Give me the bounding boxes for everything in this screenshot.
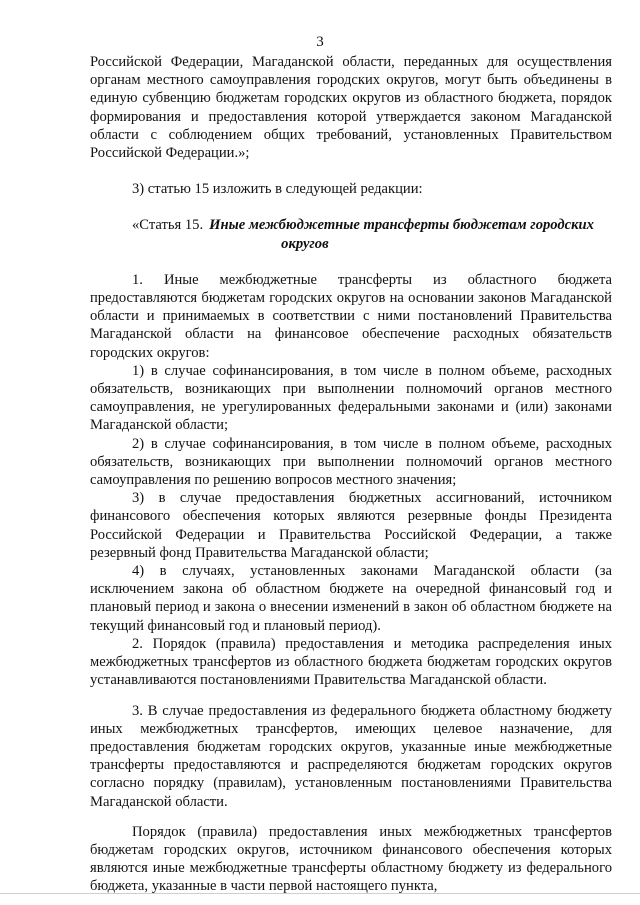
paragraph-subpoint-4: 4) в случаях, установленных законами Магаданской области (за исключением закона об областном бюджете на очередной финансовый год и плановый период и закона о внесении изменений в закон об областном бюджете на текущий финансовый год и плановый период). [90, 563, 612, 634]
paragraph-point-1: 1. Иные межбюджетные трансферты из областного бюджета предоставляются бюджетам городских округов на основании законов Магаданской области и принимаемых в соответствии с ними постановлений Правительства Магаданской области на финансовое обеспечение расходных обязательств городских округов: [90, 271, 612, 361]
page-number: 3 [316, 34, 324, 50]
paragraph-subpoint-2: 2) в случае софинансирования, в том числе в полном объеме, расходных обязательств, возникающих при выполнении полномочий органов местного самоуправления по решению вопросов местного значения; [90, 435, 612, 489]
article-number: «Статья 15. [132, 217, 204, 234]
paragraph-amendment-3: 3) статью 15 изложить в следующей редакции: [132, 181, 423, 198]
article-title-line-2: округов [281, 235, 329, 252]
document-body [90, 53, 612, 896]
page-bottom-edge [0, 893, 640, 894]
article-heading [90, 216, 612, 252]
paragraph-subpoint-3: 3) в случае предоставления бюджетных ассигнований, источником финансового обеспечения которых являются резервные фонды Президента Российской Федерации и Правительства Российской Федерации, а также резервный фонд Правительства Магаданской области; [90, 490, 612, 561]
paragraph-continuation: Российской Федерации, Магаданской области, переданных для осуществления органам местного самоуправления городских округов, могут быть объединены в единую субвенцию бюджетам городских округов из областного бюджета, порядок формирования и предоставления которой утверждается законом Магаданской области с соблюдением общих требований, установленных Правительством Российской Федерации.»; [90, 54, 612, 162]
article-title-line-1: Иные межбюджетные трансферты бюджетам городских [209, 217, 594, 234]
paragraph-subpoint-1: 1) в случае софинансирования, в том числе в полном объеме, расходных обязательств, возникающих при выполнении полномочий органов местного самоуправления, не урегулированных федеральными законами и (или) законами Магаданской области; [90, 362, 612, 434]
article-title [209, 216, 612, 252]
paragraph-point-3: 3. В случае предоставления из федерального бюджета областному бюджету иных межбюджетных трансфертов, имеющих целевое назначение, для предоставления бюджетам городских округов, указанные иные межбюджетные трансферты предоставляются и распределяются бюджетам городских округов согласно порядку (правилам), установленным постановлениями Правительства Магаданской области. [90, 702, 612, 810]
paragraph-procedure: Порядок (правила) предоставления иных межбюджетных трансфертов бюджетам городских округов, источником финансового обеспечения которых являются иные межбюджетные трансферты областному бюджету из федерального бюджета, указанные в части первой настоящего пункта, [90, 823, 612, 895]
paragraph-point-2: 2. Порядок (правила) предоставления и методика распределения иных межбюджетных трансфертов из областного бюджета бюджетам городских округов устанавливаются постановлениями Правительства Магаданской области. [90, 635, 612, 689]
